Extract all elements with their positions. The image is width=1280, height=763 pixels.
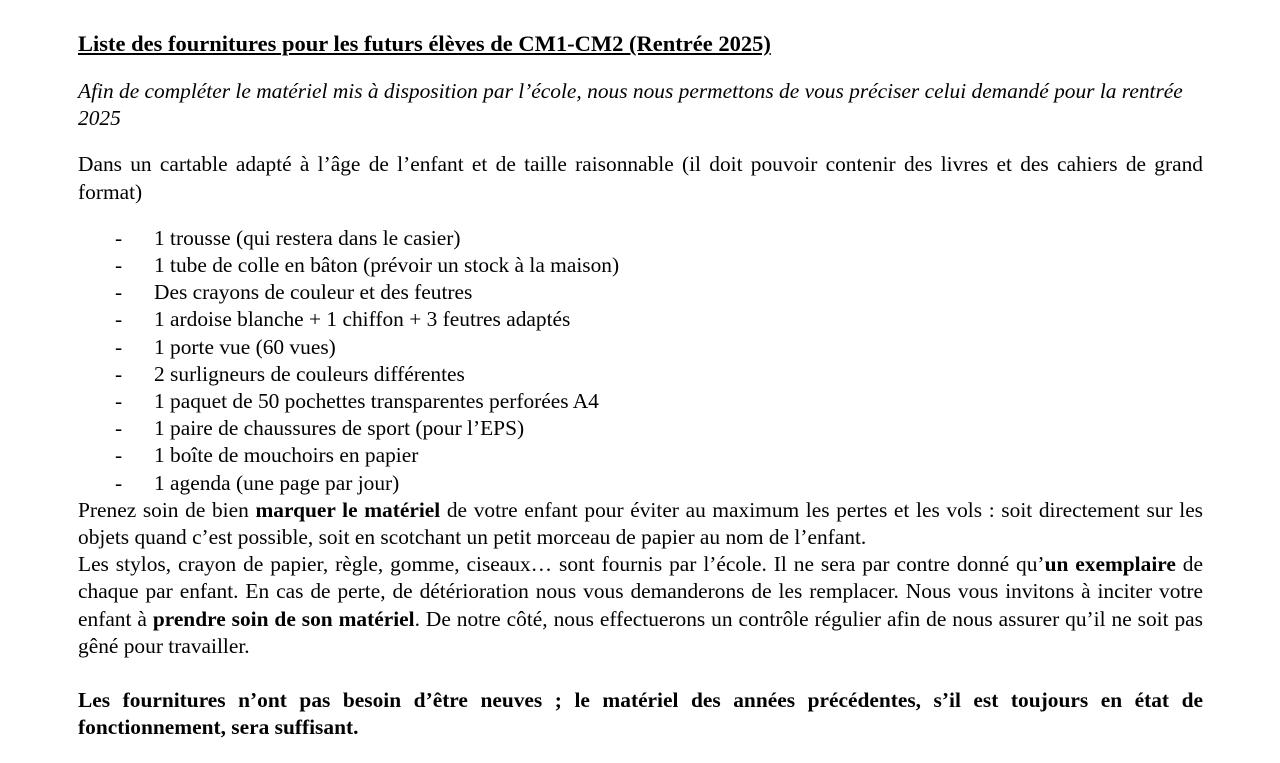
marquer-text-before: Prenez soin de bien (78, 497, 256, 522)
cartable-paragraph: Dans un cartable adapté à l’âge de l’enfant et de taille raisonnable (il doit pouvoir contenir des livres et des cahiers de grand format) (78, 152, 1203, 204)
marquer-bold-text: marquer le matériel (255, 497, 441, 522)
list-item-text: 1 paquet de 50 pochettes transparentes perforées A4 (154, 388, 599, 413)
list-item (78, 388, 1203, 415)
list-item-text: 2 surligneurs de couleurs différentes (154, 361, 465, 386)
list-bullet: - (115, 443, 123, 468)
list-item (78, 415, 1203, 442)
list-item (78, 442, 1203, 469)
list-bullet: - (115, 416, 123, 441)
list-item (78, 334, 1203, 361)
list-bullet: - (115, 253, 123, 277)
list-item-text: 1 agenda (une page par jour) (154, 470, 400, 495)
list-item (78, 225, 1203, 252)
stylos-text-part1: Les stylos, crayon de papier, règle, gomme, ciseaux… sont fournis par l’école. Il ne sera par contre donné qu’ (78, 552, 1045, 577)
supplies-list (78, 225, 1203, 497)
stylos-paragraph (78, 551, 1203, 660)
stylos-bold-exemplaire: un exemplaire (1044, 552, 1176, 577)
page-title: Liste des fournitures pour les futurs élèves de CM1-CM2 (Rentrée 2025) (78, 31, 771, 56)
list-bullet: - (115, 225, 123, 250)
stylos-text-part3: . De notre côté, nous effectuerons un contrôle régulier afin de nous assurer qu’il ne soit pas gêné pour travailler. (78, 606, 1203, 658)
list-bullet: - (115, 361, 123, 386)
list-item-text: Des crayons de couleur et des feutres (154, 280, 473, 305)
list-bullet: - (115, 388, 123, 413)
list-item-text: 1 trousse (qui restera dans le casier) (154, 225, 461, 250)
list-item (78, 470, 1203, 497)
list-item-text: 1 ardoise blanche + 1 chiffon + 3 feutres adaptés (154, 307, 571, 332)
list-bullet: - (115, 307, 123, 332)
list-item (78, 306, 1203, 333)
list-bullet: - (115, 470, 123, 495)
list-item (78, 361, 1203, 388)
list-item-text: 1 tube de colle en bâton (prévoir un stock à la maison) (154, 253, 620, 277)
intro-text: Afin de compléter le matériel mis à disposition par l’école, nous nous permettons de vous préciser celui demandé pour la rentrée 2025 (78, 79, 1183, 131)
list-item-text: 1 paire de chaussures de sport (pour l’EPS) (154, 416, 525, 441)
list-item (78, 279, 1203, 306)
document-page (78, 30, 1203, 741)
marquer-paragraph (78, 497, 1203, 551)
final-note: Les fournitures n’ont pas besoin d’être neuves ; le matériel des années précédentes, s’il est toujours en état de fonctionnement, sera suffisant. (78, 687, 1203, 740)
list-item-text: 1 porte vue (60 vues) (154, 334, 336, 359)
list-item (78, 252, 1203, 279)
list-item-text: 1 boîte de mouchoirs en papier (154, 443, 419, 468)
list-bullet: - (115, 280, 123, 305)
list-bullet: - (115, 334, 123, 359)
marquer-text-after: de votre enfant pour éviter au maximum les pertes et les vols : soit directement sur les objets quand c’est possible, soit en scotchant un petit morceau de papier au nom de l’enfant. (78, 497, 1204, 549)
stylos-text-part2: de chaque par enfant. En cas de perte, de détérioration nous vous demanderons de les remplacer. Nous vous invitons à inciter votre enfant à (78, 552, 1203, 631)
stylos-bold-prendre-soin: prendre soin de son matériel (152, 606, 415, 631)
